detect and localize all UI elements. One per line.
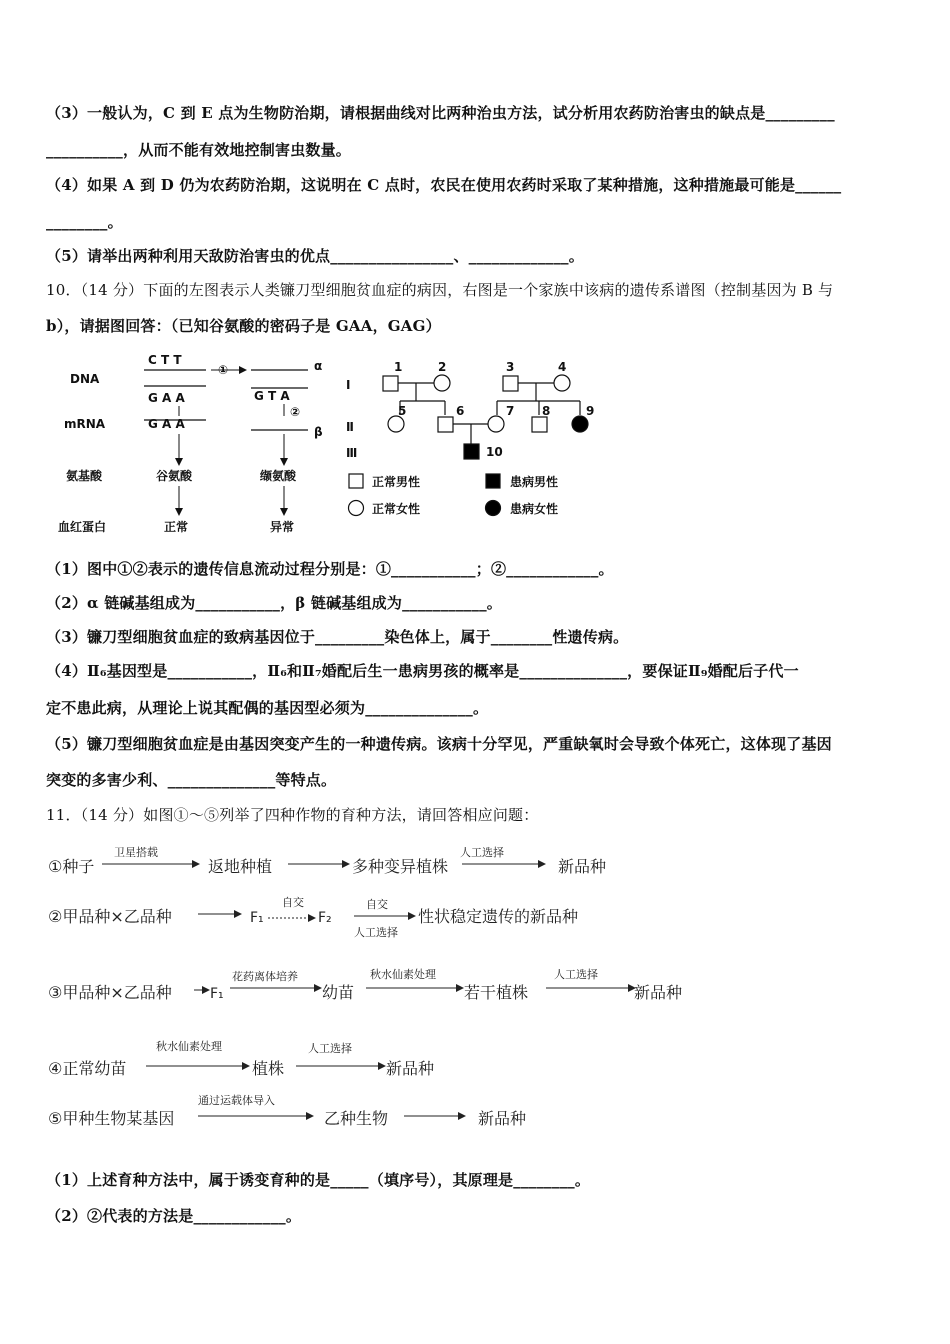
r5-gene: ⑤甲种生物某基因	[48, 1109, 175, 1128]
r3-arrow2-label: 秋水仙素处理	[370, 968, 436, 981]
id-10: 10	[486, 445, 503, 459]
q9-3-line2: __________，从而不能有效地控制害虫数量。	[46, 141, 352, 159]
id-7: 7	[506, 404, 515, 418]
legend-normal-male-icon	[349, 474, 363, 488]
r5-arrow1-label: 通过运载体导入	[198, 1094, 275, 1107]
arrow-head	[342, 860, 350, 868]
hb-mutant: 异常	[270, 520, 295, 534]
r3-new-variety: 新品种	[634, 983, 683, 1002]
generation-label-iii: Ⅲ	[346, 446, 358, 460]
arrow-head	[280, 508, 288, 516]
legend-affected-female-icon	[486, 501, 501, 516]
r1-variant-plants: 多种变异植株	[352, 857, 449, 876]
r3-f1: F₁	[210, 986, 224, 1002]
id-3: 3	[506, 360, 515, 374]
r3-arrow3-label: 人工选择	[554, 968, 598, 981]
arrow-head	[378, 1062, 386, 1070]
individual-3	[503, 376, 518, 391]
dna-bottom-strand: G A A	[148, 391, 185, 405]
beta-label: β	[314, 425, 323, 439]
r1-arrow2-label: 人工选择	[460, 846, 504, 859]
individual-7	[488, 416, 504, 432]
r3-arrow1-label: 花药离体培养	[232, 970, 298, 983]
pedigree-chart	[340, 355, 610, 525]
q11-2: （2）②代表的方法是____________。	[46, 1207, 302, 1225]
legend-normal-male: 正常男性	[372, 475, 421, 489]
r2-stable-variety: 性状稳定遗传的新品种	[418, 907, 579, 926]
q11-1: （1）上述育种方法中，属于诱变育种的是_____（填序号），其原理是________。	[46, 1171, 591, 1189]
legend-affected-female: 患病女性	[510, 502, 559, 516]
arrow-head	[308, 914, 316, 922]
step1-marker: ①	[218, 363, 229, 377]
id-1: 1	[394, 360, 403, 374]
r5-new-variety: 新品种	[478, 1109, 527, 1128]
q10-5-line2: 突变的多害少利、______________等特点。	[46, 771, 337, 789]
hb-normal: 正常	[164, 520, 189, 534]
id-9: 9	[586, 404, 595, 418]
id-4: 4	[558, 360, 567, 374]
arrow-head	[192, 860, 200, 868]
r3-cross: ③甲品种×乙品种	[48, 983, 172, 1002]
individual-9	[572, 416, 588, 432]
arrow-head	[306, 1112, 314, 1120]
arrow-head	[175, 458, 183, 466]
r3-plants: 若干植株	[464, 983, 529, 1002]
q9-3-line1: （3）一般认为，C 到 E 点为生物防治期，请根据曲线对比两种治虫方法，试分析用农药防治害虫的缺点是_________	[46, 104, 835, 122]
arrow-head	[202, 986, 210, 994]
individual-8	[532, 417, 547, 432]
q10-4-line2: 定不患此病，从理论上说其配偶的基因型必须为______________。	[46, 699, 489, 717]
step2-marker: ②	[290, 405, 301, 419]
r2-arrow2-label: 自交	[366, 898, 388, 911]
r2-f2: F₂	[318, 910, 332, 926]
arrow-head	[234, 910, 242, 918]
mutant-strand: G T A	[254, 389, 290, 403]
r1-seed: ①种子	[48, 857, 95, 876]
r3-seedling: 幼苗	[322, 983, 355, 1002]
r1-arrow1-label: 卫星搭载	[114, 846, 158, 859]
individual-2	[434, 375, 450, 391]
arrow-head	[458, 1112, 466, 1120]
r2-arrow2-sublabel: 人工选择	[354, 926, 398, 939]
q10-stem-line2: b），请据图回答：（已知谷氨酸的密码子是 GAA，GAG）	[46, 317, 441, 335]
q10-3: （3）镰刀型细胞贫血症的致病基因位于_________染色体上，属于________性遗传病。	[46, 628, 629, 646]
id-2: 2	[438, 360, 447, 374]
r1-replant: 返地种植	[208, 857, 273, 876]
q9-4-line1: （4）如果 A 到 D 仍为农药防治期，这说明在 C 点时，农民在使用农药时采取了某种措施，这种措施最可能是______	[46, 176, 842, 194]
arrow-head	[175, 508, 183, 516]
arrow-head	[242, 1062, 250, 1070]
r2-cross: ②甲品种×乙品种	[48, 907, 172, 926]
legend-affected-male: 患病男性	[510, 475, 559, 489]
legend-affected-male-icon	[486, 474, 500, 488]
arrow-head	[239, 366, 247, 374]
arrow-head	[280, 458, 288, 466]
legend-normal-female: 正常女性	[372, 502, 421, 516]
r1-new-variety: 新品种	[558, 857, 607, 876]
r4-arrow2-label: 人工选择	[308, 1042, 352, 1055]
mrna-normal: G A A	[148, 417, 185, 431]
alpha-label: α	[314, 359, 323, 373]
generation-label-ii: Ⅱ	[346, 420, 354, 434]
arrow-head	[408, 912, 416, 920]
q10-2: （2）α 链碱基组成为___________，β 链碱基组成为___________。	[46, 594, 502, 612]
arrow-head	[314, 984, 322, 992]
row-label-dna: DNA	[70, 372, 100, 386]
row-label-hemoglobin: 血红蛋白	[58, 520, 107, 534]
r4-new-variety: 新品种	[386, 1059, 435, 1078]
dna-top-strand: C T T	[148, 353, 182, 367]
r4-seedling: ④正常幼苗	[48, 1059, 127, 1078]
id-5: 5	[398, 404, 407, 418]
individual-4	[554, 375, 570, 391]
q10-stem-line1: 10．（14 分）下面的左图表示人类镰刀型细胞贫血症的病因，右图是一个家族中该病的遗传系谱图（控制基因为 B 与	[46, 281, 834, 299]
q10-5-line1: （5）镰刀型细胞贫血症是由基因突变产生的一种遗传病。该病十分罕见，严重缺氧时会导致个体死亡，这体现了基因	[46, 735, 832, 753]
arrow-head	[538, 860, 546, 868]
individual-10	[464, 444, 479, 459]
individual-1	[383, 376, 398, 391]
r5-organism: 乙种生物	[324, 1109, 389, 1128]
breeding-methods-diagram	[46, 838, 706, 1138]
q11-stem: 11．（14 分）如图①～⑤列举了四种作物的育种方法，请回答相应问题：	[46, 806, 539, 824]
generation-label-i: Ⅰ	[346, 378, 351, 392]
q10-4-line1: （4）Ⅱ₆基因型是___________，Ⅱ₆和Ⅱ₇婚配后生一患病男孩的概率是______________，要保证Ⅱ₉婚配后子代一	[46, 662, 799, 680]
q9-5: （5）请举出两种利用天敌防治害虫的优点________________、_____________。	[46, 247, 584, 265]
r4-plants: 植株	[252, 1059, 285, 1078]
id-8: 8	[542, 404, 551, 418]
q10-1: （1）图中①②表示的遗传信息流动过程分别是：①___________；②____________。	[46, 560, 614, 578]
id-6: 6	[456, 404, 465, 418]
legend-normal-female-icon	[349, 501, 364, 516]
r4-arrow1-label: 秋水仙素处理	[156, 1040, 222, 1053]
aa-normal: 谷氨酸	[156, 469, 193, 483]
r2-arrow1-label: 自交	[282, 896, 304, 909]
arrow-head	[456, 984, 464, 992]
sickle-cell-cause-diagram	[56, 350, 346, 545]
r2-f1: F₁	[250, 910, 264, 926]
individual-6	[438, 417, 453, 432]
individual-5	[388, 416, 404, 432]
row-label-amino-acid: 氨基酸	[66, 469, 103, 483]
aa-mutant: 缬氨酸	[260, 469, 297, 483]
q9-4-line2: ________。	[46, 213, 123, 231]
row-label-mrna: mRNA	[64, 417, 106, 431]
